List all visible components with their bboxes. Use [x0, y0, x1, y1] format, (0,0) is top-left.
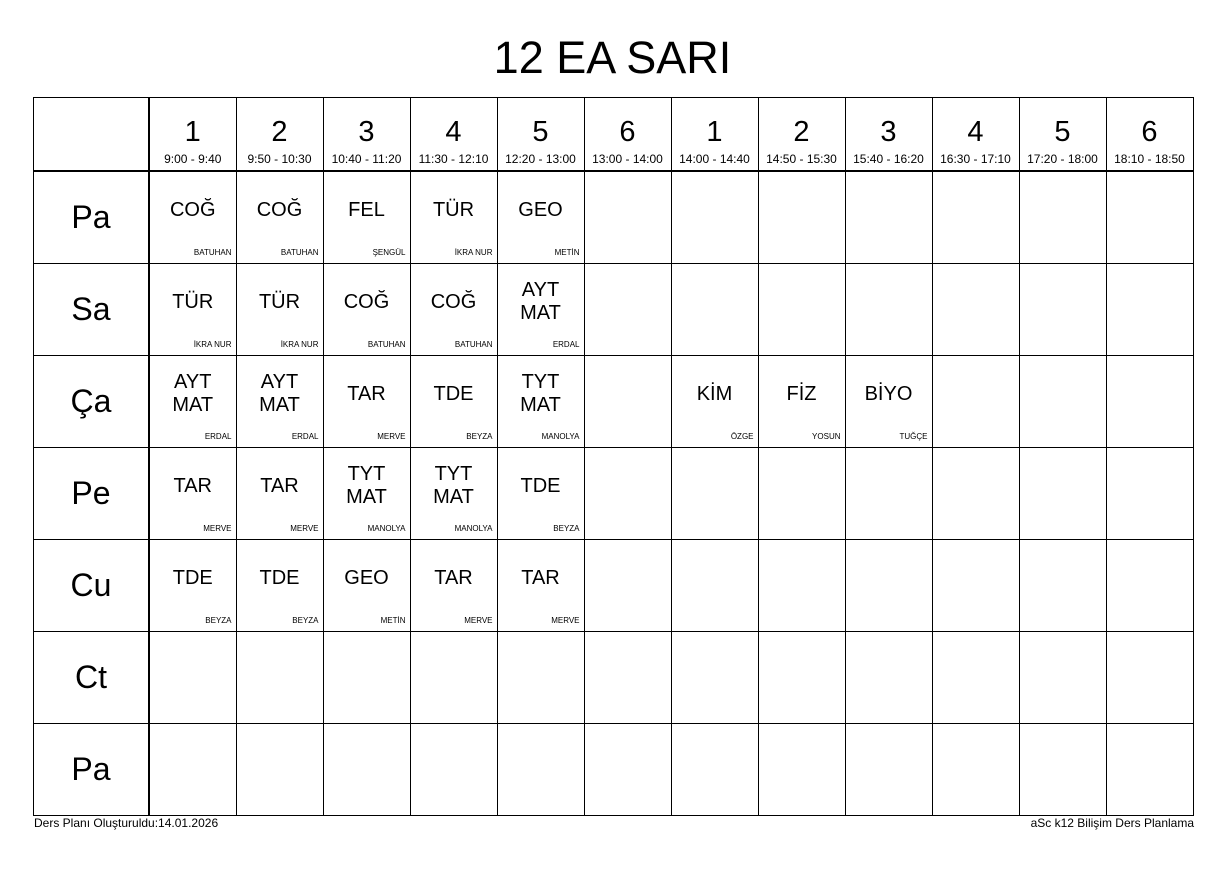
page-title: 12 EA SARI — [493, 32, 732, 83]
period-header — [1019, 98, 1106, 172]
empty-cell — [758, 264, 845, 356]
day-row — [34, 724, 1194, 816]
lesson-teacher: MANOLYA — [367, 524, 406, 533]
empty-cell — [1019, 540, 1106, 632]
period-time: 17:20 - 18:00 — [1027, 152, 1098, 166]
period-time: 14:50 - 15:30 — [766, 152, 837, 166]
empty-cell — [410, 632, 497, 724]
lesson-subject: TDE — [433, 382, 474, 405]
empty-cell — [584, 724, 671, 816]
empty-cell — [845, 632, 932, 724]
corner-cell — [34, 98, 150, 172]
period-number: 5 — [1054, 116, 1071, 148]
lesson-cell — [323, 356, 410, 448]
lesson-teacher: MERVE — [377, 432, 406, 441]
empty-cell — [1106, 264, 1193, 356]
lesson-subject: TAR — [347, 382, 386, 405]
day-row — [34, 632, 1194, 724]
lesson-cell — [845, 356, 932, 448]
period-header — [932, 98, 1019, 172]
empty-cell — [1106, 171, 1193, 264]
period-time: 9:00 - 9:40 — [164, 152, 222, 166]
empty-cell — [584, 632, 671, 724]
lesson-cell — [410, 171, 497, 264]
empty-cell — [671, 448, 758, 540]
empty-cell — [410, 724, 497, 816]
lesson-subject: TYT MAT — [346, 463, 387, 508]
lesson-teacher: BATUHAN — [367, 340, 406, 349]
lesson-cell — [671, 356, 758, 448]
empty-cell — [932, 171, 1019, 264]
day-label: Pa — [34, 171, 150, 264]
empty-cell — [845, 540, 932, 632]
empty-cell — [584, 540, 671, 632]
period-number: 4 — [967, 116, 984, 148]
lesson-teacher: ŞENGÜL — [372, 248, 406, 257]
lesson-teacher: BATUHAN — [193, 248, 232, 257]
empty-cell — [497, 632, 584, 724]
timetable — [33, 97, 1194, 816]
lesson-teacher: BEYZA — [205, 616, 232, 625]
empty-cell — [932, 540, 1019, 632]
period-header — [497, 98, 584, 172]
period-header — [845, 98, 932, 172]
lesson-cell — [149, 264, 236, 356]
empty-cell — [1106, 724, 1193, 816]
empty-cell — [497, 724, 584, 816]
lesson-subject: TYT MAT — [520, 371, 561, 416]
empty-cell — [1106, 632, 1193, 724]
empty-cell — [758, 540, 845, 632]
period-header — [236, 98, 323, 172]
period-number: 3 — [880, 116, 897, 148]
day-row — [34, 448, 1194, 540]
empty-cell — [845, 264, 932, 356]
empty-cell — [845, 724, 932, 816]
lesson-teacher: ERDAL — [552, 340, 580, 349]
lesson-cell — [497, 540, 584, 632]
empty-cell — [584, 264, 671, 356]
lesson-cell — [497, 264, 584, 356]
period-time: 9:50 - 10:30 — [247, 152, 312, 166]
empty-cell — [1019, 448, 1106, 540]
lesson-teacher: BEYZA — [466, 432, 493, 441]
lesson-cell — [410, 448, 497, 540]
period-number: 5 — [532, 116, 549, 148]
lesson-cell — [236, 264, 323, 356]
lesson-subject: GEO — [344, 566, 389, 589]
lesson-subject: COĞ — [430, 290, 477, 313]
lesson-teacher: ERDAL — [291, 432, 319, 441]
empty-cell — [1019, 171, 1106, 264]
lesson-teacher: MERVE — [464, 616, 493, 625]
lesson-subject: BİYO — [864, 382, 913, 405]
empty-cell — [758, 171, 845, 264]
period-time: 15:40 - 16:20 — [853, 152, 924, 166]
empty-cell — [584, 448, 671, 540]
lesson-teacher: ERDAL — [204, 432, 232, 441]
day-label: Pa — [34, 724, 150, 816]
empty-cell — [1106, 448, 1193, 540]
empty-cell — [1106, 356, 1193, 448]
empty-cell — [584, 356, 671, 448]
period-header — [758, 98, 845, 172]
lesson-subject: FİZ — [786, 382, 817, 405]
day-row — [34, 356, 1194, 448]
lesson-subject: FEL — [348, 198, 385, 221]
lesson-teacher: MANOLYA — [454, 524, 493, 533]
lesson-subject: GEO — [518, 198, 563, 221]
empty-cell — [671, 171, 758, 264]
period-number: 2 — [271, 116, 288, 148]
lesson-cell — [410, 356, 497, 448]
lesson-subject: AYT MAT — [520, 279, 561, 324]
empty-cell — [671, 264, 758, 356]
period-header — [1106, 98, 1193, 172]
lesson-cell — [236, 540, 323, 632]
lesson-teacher: BATUHAN — [454, 340, 493, 349]
empty-cell — [149, 632, 236, 724]
lesson-cell — [149, 448, 236, 540]
day-row — [34, 171, 1194, 264]
lesson-cell — [410, 264, 497, 356]
empty-cell — [845, 171, 932, 264]
lesson-cell — [149, 171, 236, 264]
period-time: 10:40 - 11:20 — [331, 152, 402, 166]
period-number: 3 — [358, 116, 375, 148]
empty-cell — [758, 448, 845, 540]
empty-cell — [845, 448, 932, 540]
lesson-subject: TYT MAT — [433, 463, 474, 508]
period-number: 6 — [1141, 116, 1158, 148]
empty-cell — [1106, 540, 1193, 632]
lesson-cell — [497, 448, 584, 540]
lesson-subject: TÜR — [258, 290, 301, 313]
footer-software-credit: aSc k12 Bilişim Ders Planlama — [1030, 816, 1194, 830]
header-row — [34, 98, 1194, 172]
empty-cell — [323, 632, 410, 724]
lesson-cell — [236, 356, 323, 448]
lesson-teacher: MANOLYA — [541, 432, 580, 441]
empty-cell — [671, 724, 758, 816]
lesson-cell — [149, 356, 236, 448]
empty-cell — [1019, 264, 1106, 356]
empty-cell — [236, 724, 323, 816]
lesson-teacher: İKRA NUR — [280, 340, 319, 349]
lesson-cell — [758, 356, 845, 448]
lesson-cell — [323, 448, 410, 540]
lesson-teacher: BEYZA — [553, 524, 580, 533]
lesson-teacher: İKRA NUR — [193, 340, 232, 349]
period-time: 18:10 - 18:50 — [1114, 152, 1185, 166]
lesson-teacher: BATUHAN — [280, 248, 319, 257]
lesson-teacher: METİN — [554, 248, 580, 257]
empty-cell — [584, 171, 671, 264]
period-header — [410, 98, 497, 172]
lesson-subject: COĞ — [169, 198, 216, 221]
lesson-teacher: BEYZA — [292, 616, 319, 625]
lesson-teacher: MERVE — [203, 524, 232, 533]
day-label: Ça — [34, 356, 150, 448]
empty-cell — [1019, 632, 1106, 724]
period-time: 14:00 - 14:40 — [679, 152, 750, 166]
day-row — [34, 264, 1194, 356]
empty-cell — [323, 724, 410, 816]
period-number: 6 — [619, 116, 636, 148]
day-label: Pe — [34, 448, 150, 540]
empty-cell — [236, 632, 323, 724]
lesson-subject: TDE — [259, 566, 300, 589]
lesson-cell — [149, 540, 236, 632]
period-header — [671, 98, 758, 172]
empty-cell — [149, 724, 236, 816]
period-header — [323, 98, 410, 172]
empty-cell — [758, 724, 845, 816]
empty-cell — [671, 632, 758, 724]
lesson-subject: TDE — [520, 474, 561, 497]
lesson-cell — [236, 171, 323, 264]
period-time: 12:20 - 13:00 — [505, 152, 576, 166]
lesson-subject: TAR — [173, 474, 212, 497]
lesson-teacher: TUĞÇE — [899, 432, 928, 441]
lesson-subject: AYT MAT — [259, 371, 300, 416]
period-number: 1 — [706, 116, 723, 148]
day-label: Cu — [34, 540, 150, 632]
lesson-teacher: METİN — [380, 616, 406, 625]
lesson-subject: KİM — [696, 382, 733, 405]
lesson-teacher: MERVE — [290, 524, 319, 533]
period-time: 13:00 - 14:00 — [592, 152, 663, 166]
lesson-teacher: İKRA NUR — [454, 248, 493, 257]
empty-cell — [932, 632, 1019, 724]
lesson-subject: TAR — [260, 474, 299, 497]
lesson-teacher: ÖZGE — [730, 432, 754, 441]
lesson-subject: AYT MAT — [172, 371, 214, 416]
period-number: 4 — [445, 116, 462, 148]
period-time: 16:30 - 17:10 — [940, 152, 1011, 166]
period-time: 11:30 - 12:10 — [418, 152, 489, 166]
empty-cell — [932, 356, 1019, 448]
lesson-subject: TÜR — [432, 198, 475, 221]
empty-cell — [932, 448, 1019, 540]
lesson-subject: TÜR — [172, 290, 214, 313]
lesson-teacher: YOSUN — [812, 432, 841, 441]
lesson-subject: TAR — [521, 566, 560, 589]
lesson-cell — [410, 540, 497, 632]
lesson-cell — [323, 540, 410, 632]
lesson-cell — [236, 448, 323, 540]
lesson-cell — [497, 356, 584, 448]
day-label: Ct — [34, 632, 150, 724]
day-row — [34, 540, 1194, 632]
empty-cell — [671, 540, 758, 632]
lesson-cell — [497, 171, 584, 264]
lesson-cell — [323, 171, 410, 264]
day-label: Sa — [34, 264, 150, 356]
period-number: 1 — [184, 116, 201, 148]
empty-cell — [932, 264, 1019, 356]
period-header — [149, 98, 236, 172]
empty-cell — [758, 632, 845, 724]
lesson-subject: COĞ — [343, 290, 390, 313]
empty-cell — [1019, 356, 1106, 448]
footer-generated-date: Ders Planı Oluşturuldu:14.01.2026 — [34, 816, 219, 830]
period-number: 2 — [793, 116, 810, 148]
lesson-subject: TAR — [434, 566, 473, 589]
lesson-teacher: MERVE — [551, 616, 580, 625]
lesson-cell — [323, 264, 410, 356]
empty-cell — [1019, 724, 1106, 816]
lesson-subject: COĞ — [256, 198, 303, 221]
period-header — [584, 98, 671, 172]
empty-cell — [932, 724, 1019, 816]
lesson-subject: TDE — [172, 566, 213, 589]
